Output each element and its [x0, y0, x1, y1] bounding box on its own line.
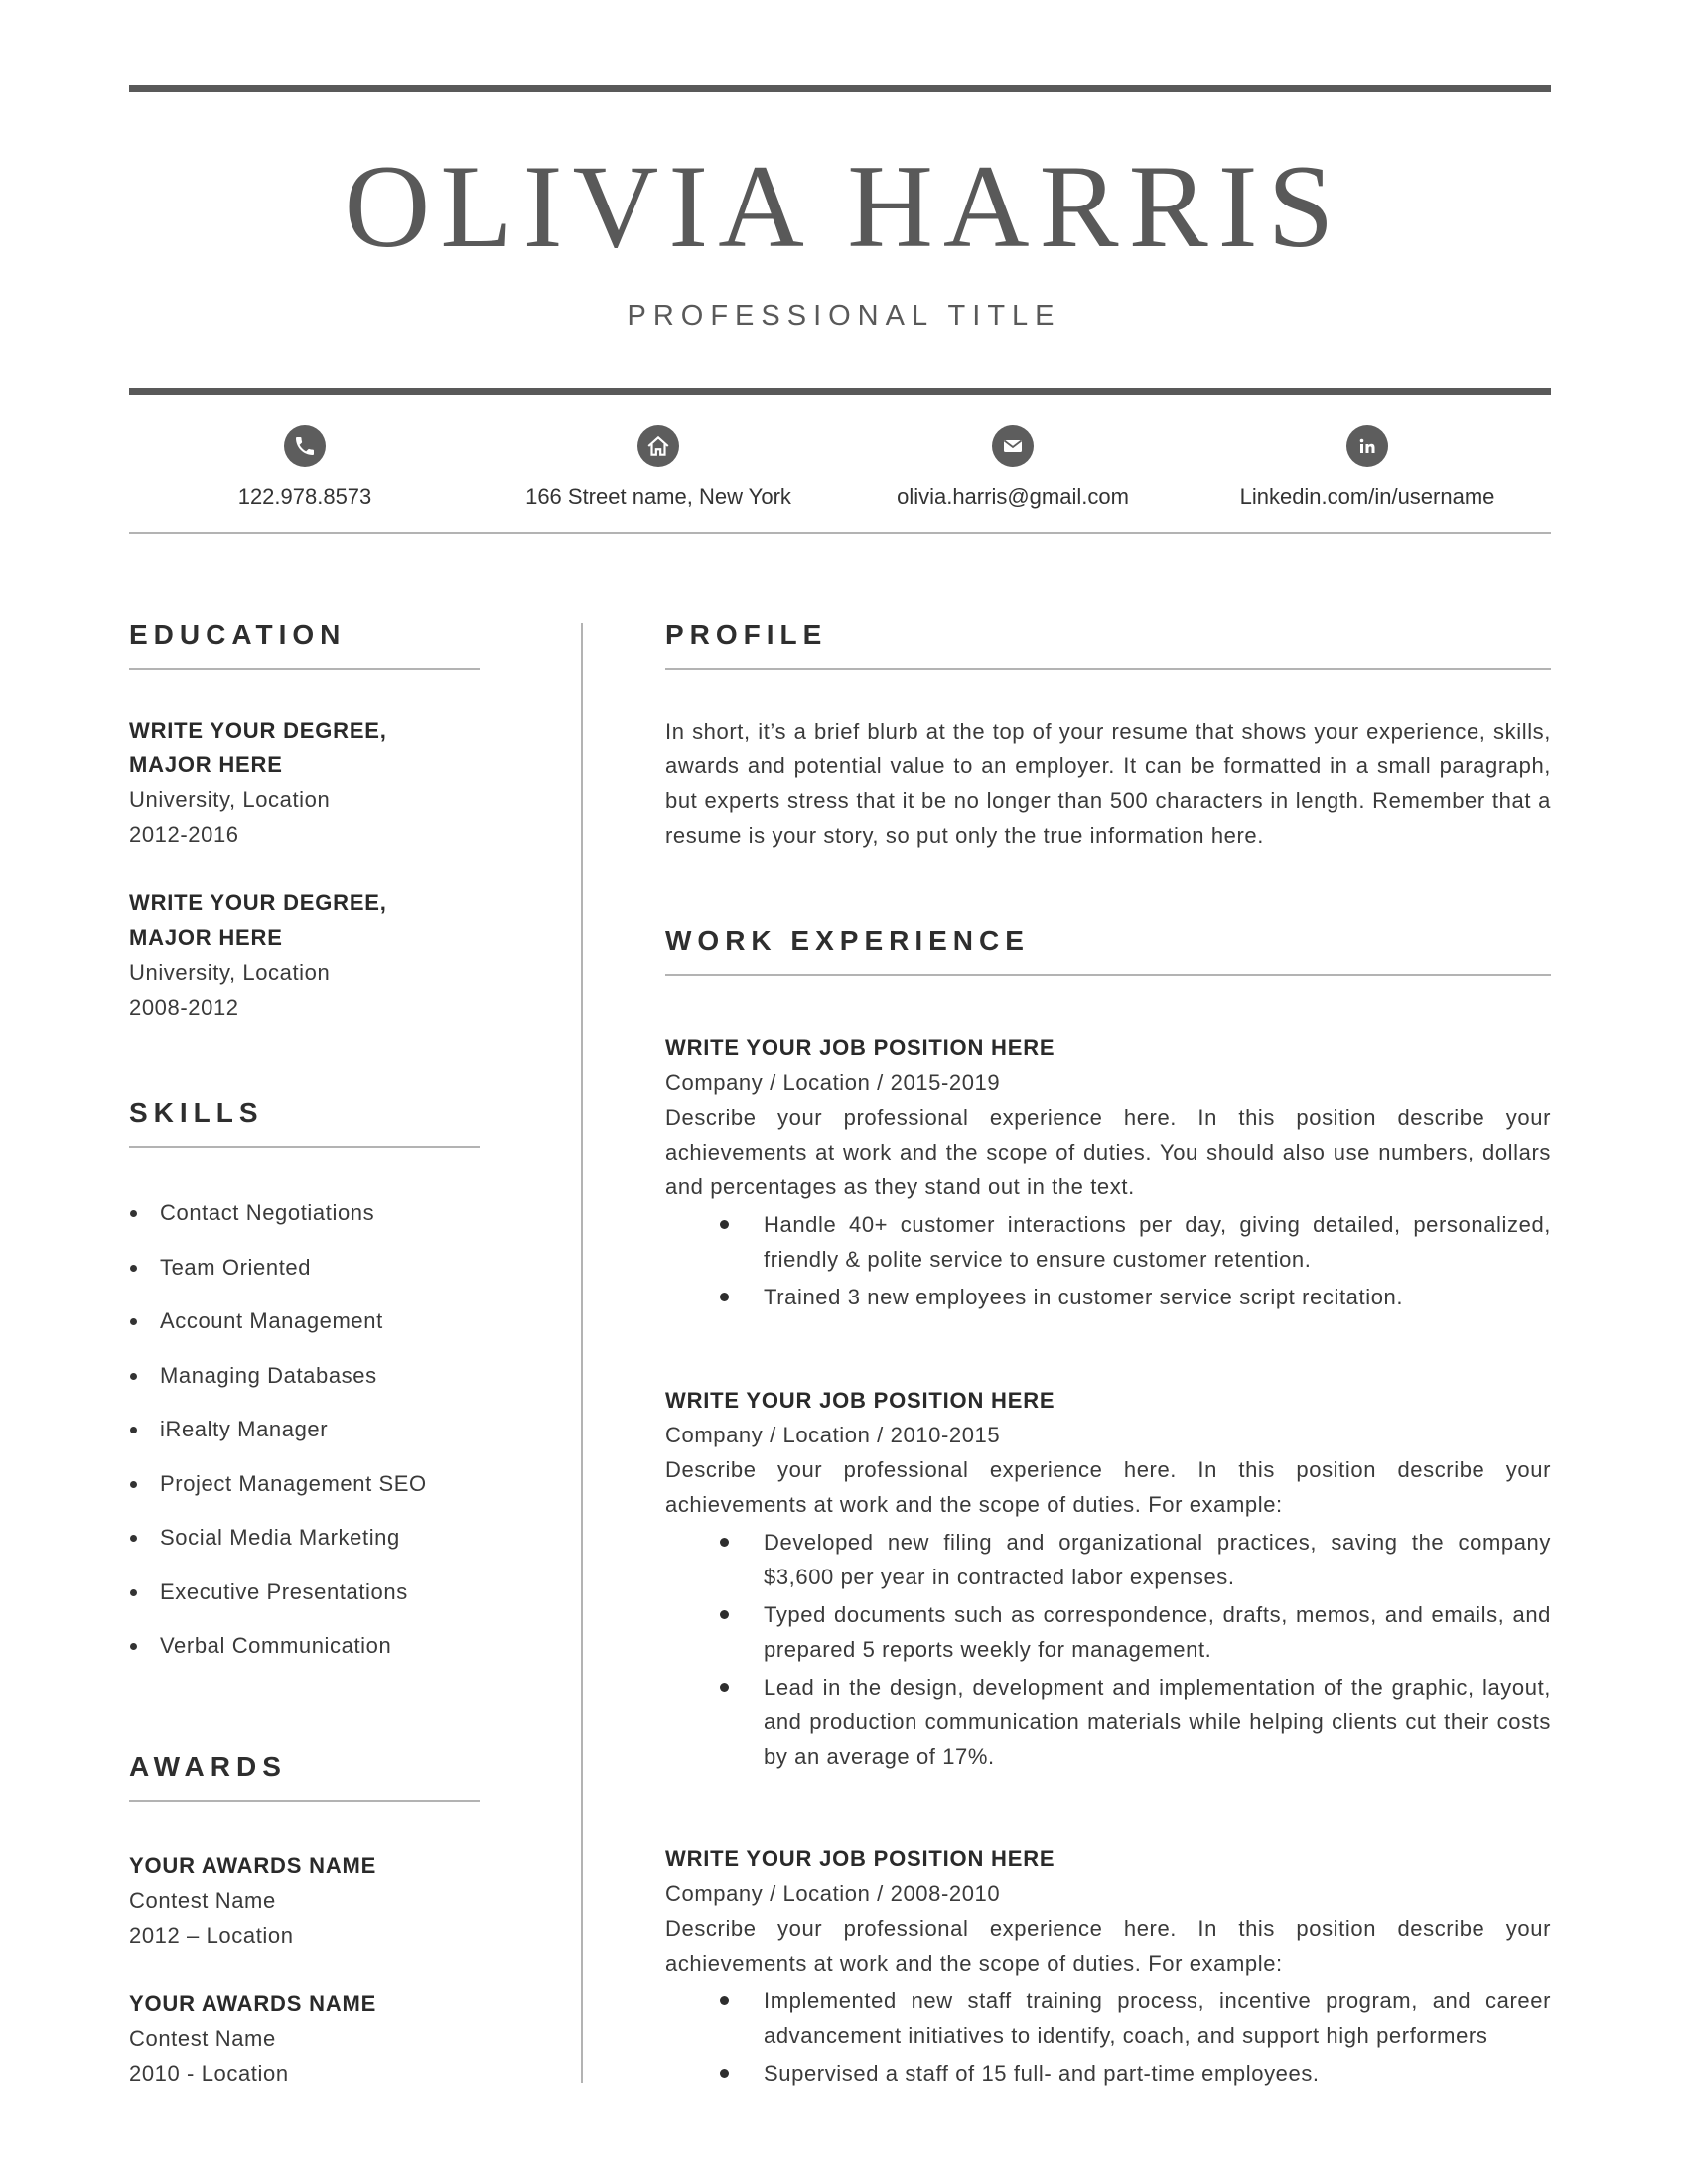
degree-major: MAJOR HERE	[129, 752, 283, 777]
contact-email	[834, 425, 1192, 510]
profile-rule	[665, 668, 1551, 670]
education-heading: EDUCATION	[129, 619, 347, 650]
award-item	[129, 1848, 487, 1953]
bullet-dot	[720, 1610, 729, 1619]
contact-address-text: 166 Street name, New York	[525, 484, 791, 509]
job-bullet-text: Supervised a staff of 15 full- and part-time employees.	[764, 2061, 1320, 2086]
job-description: Describe your professional experience here. In this position describe your achievements at work and the scope of duties. For example:	[665, 1457, 1551, 1517]
skills-heading: SKILLS	[129, 1097, 264, 1128]
job-bullet-text: Handle 40+ customer interactions per day, giving detailed, personalized, friendly & polite service to ensure customer retention.	[764, 1212, 1551, 1272]
award-contest: Contest Name	[129, 2026, 276, 2051]
job-bullet	[665, 1597, 1551, 1667]
degree-title: WRITE YOUR DEGREE,	[129, 718, 387, 743]
candidate-name: OLIVIA HARRIS	[344, 140, 1344, 272]
education-rule	[129, 668, 480, 670]
work-heading: WORK EXPERIENCE	[665, 925, 1030, 956]
skills-rule	[129, 1146, 480, 1148]
professional-title: PROFESSIONAL TITLE	[627, 300, 1061, 332]
contact-linkedin-text[interactable]: Linkedin.com/in/username	[1239, 484, 1495, 509]
job-entry	[665, 1842, 1551, 2091]
job-bullet-text: Typed documents such as correspondence, drafts, memos, and emails, and prepared 5 reports weekly for management.	[764, 1602, 1551, 1662]
school-location: University, Location	[129, 960, 331, 985]
bullet-dot	[720, 1996, 729, 2005]
awards-rule	[129, 1800, 480, 1802]
job-description: Describe your professional experience here. In this position describe your achievements at work and the scope of duties. You should also use numbers, dollars and percentages as they stand out in the text.	[665, 1105, 1551, 1199]
education-years: 2008-2012	[129, 995, 239, 1020]
skill-item: iRealty Manager	[129, 1414, 487, 1468]
bullet-dot	[720, 1293, 729, 1301]
job-company: Company / Location / 2010-2015	[665, 1423, 1001, 1447]
job-position: WRITE YOUR JOB POSITION HERE	[665, 1388, 1055, 1413]
education-item	[129, 713, 487, 852]
job-bullet	[665, 1670, 1551, 1774]
skill-item: Contact Negotiations	[129, 1197, 487, 1252]
contact-phone-text: 122.978.8573	[237, 484, 372, 509]
column-divider	[581, 623, 583, 2083]
skill-item: Executive Presentations	[129, 1576, 487, 1631]
job-bullet	[665, 1207, 1551, 1277]
job-position: WRITE YOUR JOB POSITION HERE	[665, 1846, 1055, 1871]
award-detail: 2010 - Location	[129, 2061, 289, 2086]
contact-email-text[interactable]: olivia.harris@gmail.com	[897, 484, 1129, 509]
job-position: WRITE YOUR JOB POSITION HERE	[665, 1035, 1055, 1060]
profile-text: In short, it’s a brief blurb at the top of your resume that shows your experience, skills, awards and potential value to an employer. It can be formatted in a small paragraph, but experts stress that it be no longer than 500 characters in length. Remember that a resume is your story, so put only the true information here.	[665, 719, 1551, 848]
job-company: Company / Location / 2008-2010	[665, 1881, 1001, 1906]
skills-list	[129, 1197, 487, 1685]
contact-phone	[126, 425, 484, 510]
bullet-dot	[720, 1538, 729, 1547]
job-description: Describe your professional experience here. In this position describe your achievements at work and the scope of duties. For example:	[665, 1916, 1551, 1976]
contact-address	[480, 425, 837, 510]
job-bullet-text: Lead in the design, development and implementation of the graphic, layout, and production communication materials while helping clients cut their costs by an average of 17%.	[764, 1675, 1551, 1769]
skill-item: Verbal Communication	[129, 1630, 487, 1685]
skill-item: Social Media Marketing	[129, 1522, 487, 1576]
profile-heading: PROFILE	[665, 619, 828, 650]
job-company: Company / Location / 2015-2019	[665, 1070, 1001, 1095]
bullet-dot	[720, 2069, 729, 2078]
education-years: 2012-2016	[129, 822, 239, 847]
bullet-dot	[720, 1220, 729, 1229]
degree-major: MAJOR HERE	[129, 925, 283, 950]
top-rule	[129, 85, 1551, 92]
skill-item: Account Management	[129, 1305, 487, 1360]
linkedin-icon	[1346, 425, 1388, 467]
work-rule	[665, 974, 1551, 976]
job-bullet-text: Implemented new staff training process, incentive program, and career advancement initiatives to identify, coach, and support high performers	[764, 1988, 1551, 2048]
header-bottom-rule	[129, 388, 1551, 395]
award-name: YOUR AWARDS NAME	[129, 1991, 377, 2016]
award-name: YOUR AWARDS NAME	[129, 1853, 377, 1878]
skill-item: Managing Databases	[129, 1360, 487, 1415]
home-icon	[637, 425, 679, 467]
award-detail: 2012 – Location	[129, 1923, 294, 1948]
job-bullet	[665, 1280, 1551, 1314]
degree-title: WRITE YOUR DEGREE,	[129, 890, 387, 915]
award-item	[129, 1986, 487, 2091]
awards-heading: AWARDS	[129, 1751, 287, 1782]
job-entry	[665, 1383, 1551, 1774]
phone-icon	[284, 425, 326, 467]
job-bullet	[665, 1983, 1551, 2053]
award-contest: Contest Name	[129, 1888, 276, 1913]
job-bullet-text: Developed new filing and organizational practices, saving the company $3,600 per year in contracted labor expenses.	[764, 1530, 1551, 1589]
contact-divider	[129, 532, 1551, 534]
skill-item: Team Oriented	[129, 1252, 487, 1306]
education-item	[129, 886, 487, 1024]
job-bullet	[665, 2056, 1551, 2091]
email-icon	[992, 425, 1034, 467]
job-entry	[665, 1030, 1551, 1314]
skill-item: Project Management SEO	[129, 1468, 487, 1523]
bullet-dot	[720, 1683, 729, 1692]
contact-linkedin	[1189, 425, 1546, 510]
job-bullet-text: Trained 3 new employees in customer service script recitation.	[764, 1285, 1404, 1309]
school-location: University, Location	[129, 787, 331, 812]
job-bullet	[665, 1525, 1551, 1594]
